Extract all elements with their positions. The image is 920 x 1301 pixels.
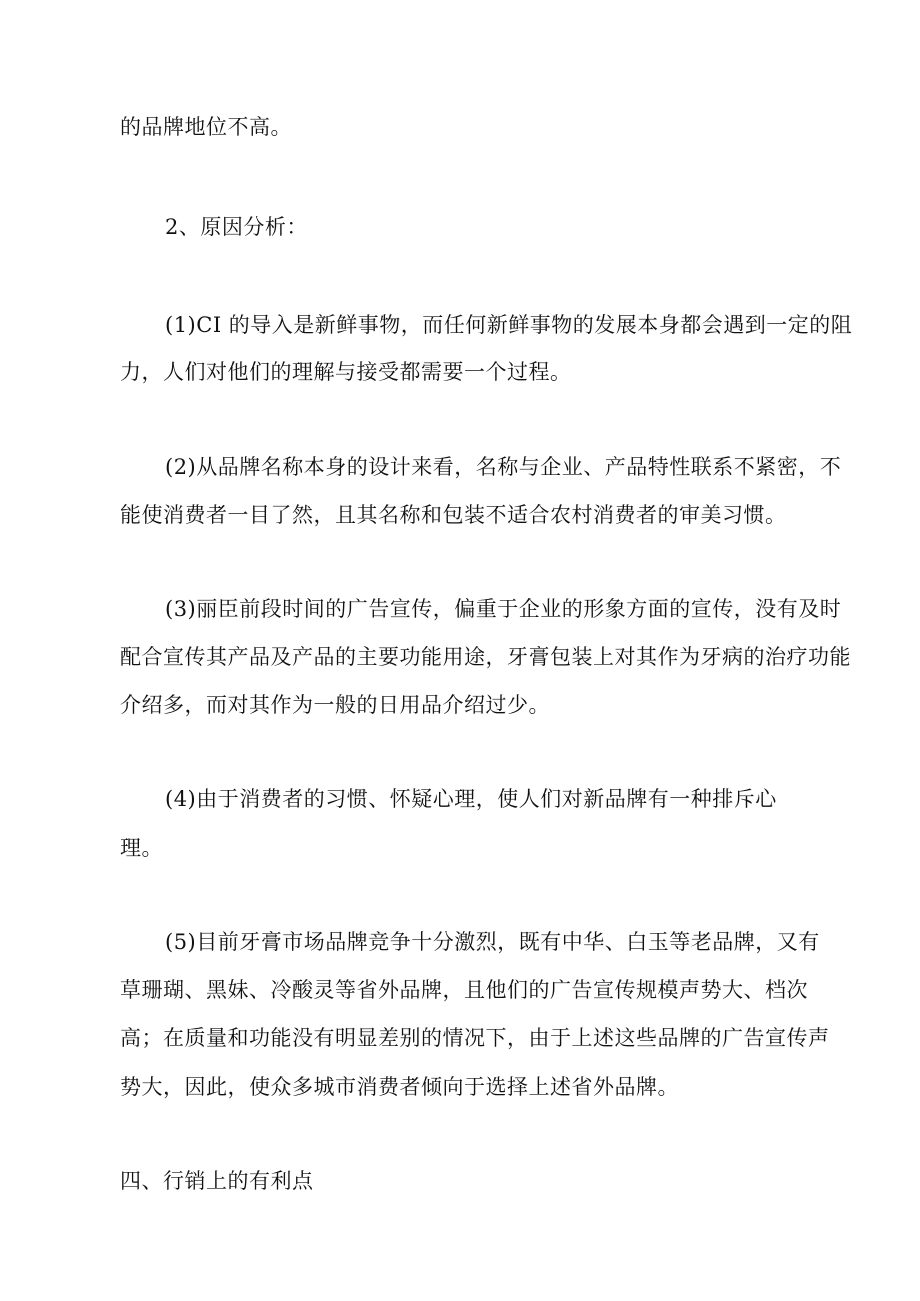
text-line: (1)CI 的导入是新鲜事物，而任何新鲜事物的发展本身都会遇到一定的阻 <box>165 313 853 337</box>
text-line: 理。 <box>120 836 163 860</box>
section-heading: 2、原因分析： <box>165 215 308 239</box>
text-line: (4)由于消费者的习惯、怀疑心理，使人们对新品牌有一种排斥心 <box>165 787 777 811</box>
text-line: 能使消费者一目了然，且其名称和包装不适合农村消费者的审美习惯。 <box>120 503 787 527</box>
text-line: 高；在质量和功能没有明显差别的情况下，由于上述这些品牌的广告宣传声 <box>120 1026 830 1050</box>
text-line: (2)从品牌名称本身的设计来看，名称与企业、产品特性联系不紧密，不 <box>165 455 842 479</box>
text-line: 配合宣传其产品及产品的主要功能用途，牙膏包装上对其作为牙病的治疗功能 <box>120 645 851 669</box>
text-line: (3)丽臣前段时间的广告宣传，偏重于企业的形象方面的宣传，没有及时 <box>165 597 842 621</box>
text-line: 势大，因此，使众多城市消费者倾向于选择上述省外品牌。 <box>120 1075 679 1099</box>
text-line: 力，人们对他们的理解与接受都需要一个过程。 <box>120 360 572 384</box>
text-line: 介绍多，而对其作为一般的日用品介绍过少。 <box>120 693 550 717</box>
text-line: 的品牌地位不高。 <box>120 115 292 139</box>
section-heading: 四、行销上的有利点 <box>120 1169 314 1193</box>
text-line: 草珊瑚、黑妹、冷酸灵等省外品牌，且他们的广告宣传规模声势大、档次 <box>120 978 808 1002</box>
text-line: (5)目前牙膏市场品牌竞争十分激烈，既有中华、白玉等老品牌，又有 <box>165 930 820 954</box>
